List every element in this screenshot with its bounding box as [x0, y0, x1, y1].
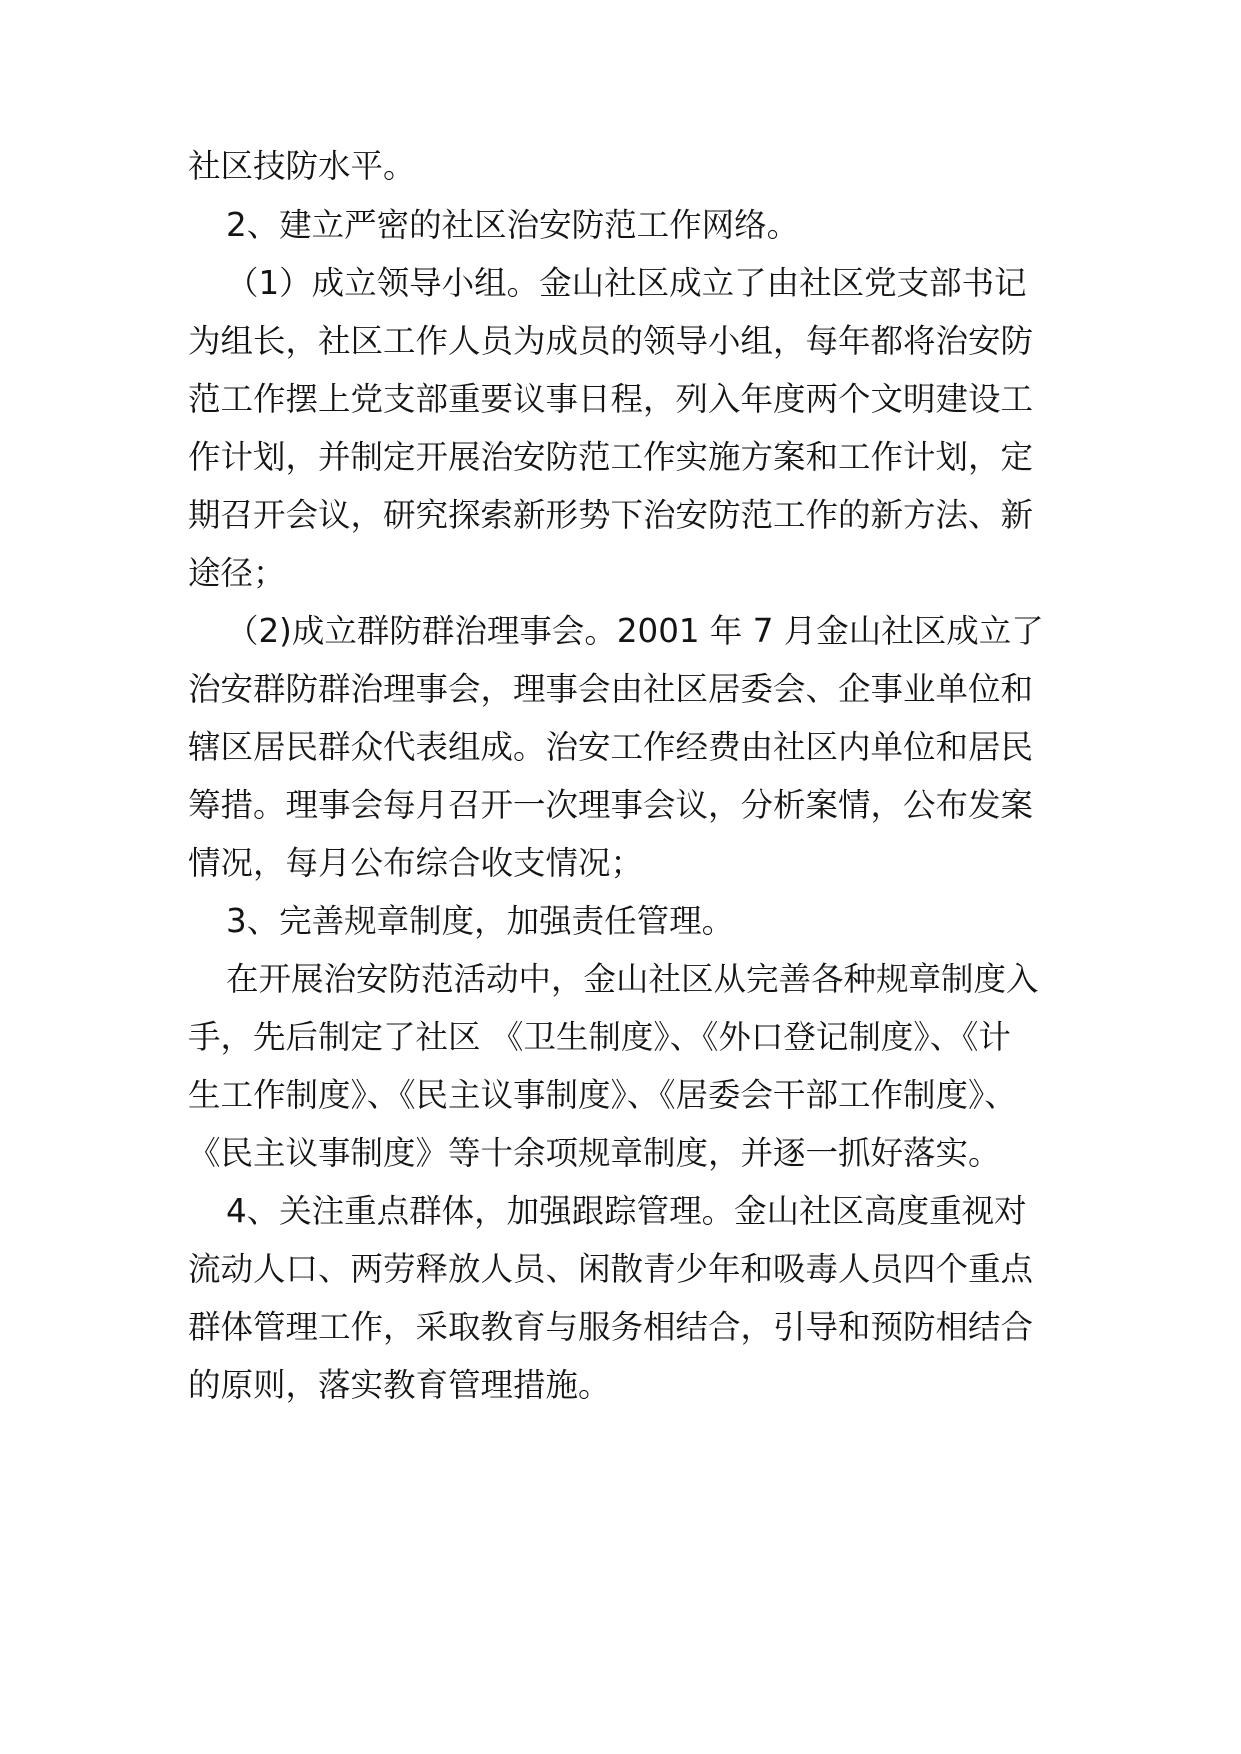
text-line: 治安群防群治理事会，理事会由社区居委会、企事业单位和	[188, 670, 1034, 708]
text-line: 2、建立严密的社区治安防范工作网络。	[226, 206, 800, 244]
text-line: 的原则，落实教育管理措施。	[188, 1366, 611, 1404]
text-line: 范工作摆上党支部重要议事日程，列入年度两个文明建设工	[188, 380, 1034, 418]
text-line: 在开展治安防范活动中，金山社区从完善各种规章制度入	[226, 960, 1039, 998]
text-line: 辖区居民群众代表组成。治安工作经费由社区内单位和居民	[188, 728, 1034, 766]
text-line: 作计划，并制定开展治安防范工作实施方案和工作计划，定	[188, 438, 1034, 476]
text-line: 流动人口、两劳释放人员、闲散青少年和吸毒人员四个重点	[188, 1250, 1034, 1288]
text-line: 生工作制度》、《民主议事制度》、《居委会干部工作制度》、	[188, 1076, 1017, 1114]
text-line: 群体管理工作，采取教育与服务相结合，引导和预防相结合	[188, 1308, 1034, 1346]
text-line: （1）成立领导小组。金山社区成立了由社区党支部书记	[226, 264, 1027, 302]
text-line: 期召开会议，研究探索新形势下治安防范工作的新方法、新	[188, 496, 1034, 534]
text-line: 3、完善规章制度，加强责任管理。	[226, 902, 735, 940]
text-line: 为组长，社区工作人员为成员的领导小组，每年都将治安防	[188, 322, 1034, 360]
text-line: 《民主议事制度》等十余项规章制度，并逐一抓好落实。	[188, 1134, 1001, 1172]
text-line: 途径；	[188, 554, 286, 592]
text-line: 手，先后制定了社区 《卫生制度》、《外口登记制度》、《计	[188, 1018, 1011, 1056]
text-line: 情况，每月公布综合收支情况；	[188, 844, 644, 882]
text-line: 社区技防水平。	[188, 147, 416, 185]
text-line: （2)成立群防群治理事会。2001 年 7 月金山社区成立了	[226, 612, 1044, 650]
text-line: 4、关注重点群体，加强跟踪管理。金山社区高度重视对	[226, 1192, 1027, 1230]
text-line: 筹措。理事会每月召开一次理事会议，分析案情，公布发案	[188, 786, 1034, 824]
